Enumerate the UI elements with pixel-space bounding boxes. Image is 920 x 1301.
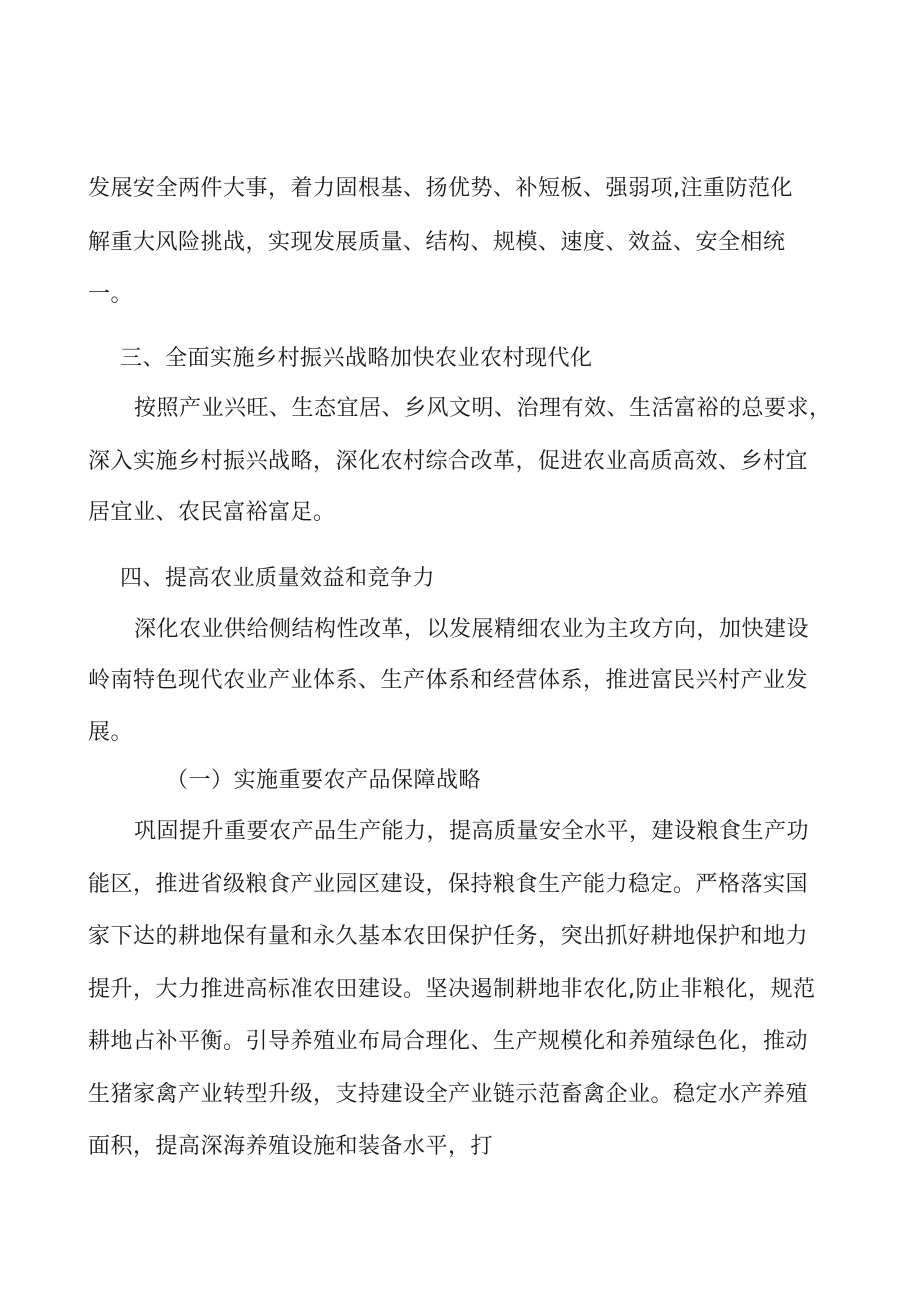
body-text-line: 能区，推进省级粮食产业园区建设，保持粮食生产能力稳定。严格落实国 [88, 872, 809, 897]
paragraph-first-line: 深化农业供给侧结构性改革，以发展精细农业为主攻方向，加快建设 [134, 617, 810, 642]
body-text-line: 深入实施乡村振兴战略，深化农村综合改革，促进农业高质高效、乡村宜 [88, 449, 809, 474]
paragraph-first-line: 按照产业兴旺、生态宜居、乡风文明、治理有效、生活富裕的总要求， [134, 396, 832, 421]
section-heading: 四、提高农业质量效益和竞争力 [120, 566, 436, 591]
body-text-line: 提升，大力推进高标准农田建设。坚决遏制耕地非农化,防止非粮化，规范 [88, 977, 816, 1002]
subsection-heading: （一）实施重要农产品保障战略 [166, 768, 482, 793]
paragraph-first-line: 巩固提升重要农产品生产能力，提高质量安全水平，建设粮食生产功 [134, 819, 810, 844]
body-text-line: 耕地占补平衡。引导养殖业布局合理化、生产规模化和养殖绿色化，推动 [88, 1029, 809, 1054]
body-text-line: 一。 [88, 282, 134, 307]
body-text-line: 解重大风险挑战，实现发展质量、结构、规模、速度、效益、安全相统 [88, 230, 786, 255]
body-text-line: 发展安全两件大事，着力固根基、扬优势、补短板、强弱项,注重防范化 [88, 176, 793, 201]
body-text-line: 面积，提高深海养殖设施和装备水平，打 [88, 1134, 494, 1159]
body-text-line: 生猪家禽产业转型升级，支持建设全产业链示范畜禽企业。稳定水产养殖 [88, 1082, 809, 1107]
body-text-line: 居宜业、农民富裕富足。 [88, 500, 336, 525]
body-text-line: 展。 [88, 720, 134, 745]
body-text-line: 家下达的耕地保有量和永久基本农田保护任务，突出抓好耕地保护和地力 [88, 924, 809, 949]
section-heading: 三、全面实施乡村振兴战略加快农业农村现代化 [120, 346, 593, 371]
body-text-line: 岭南特色现代农业产业体系、生产体系和经营体系，推进富民兴村产业发 [88, 668, 809, 693]
